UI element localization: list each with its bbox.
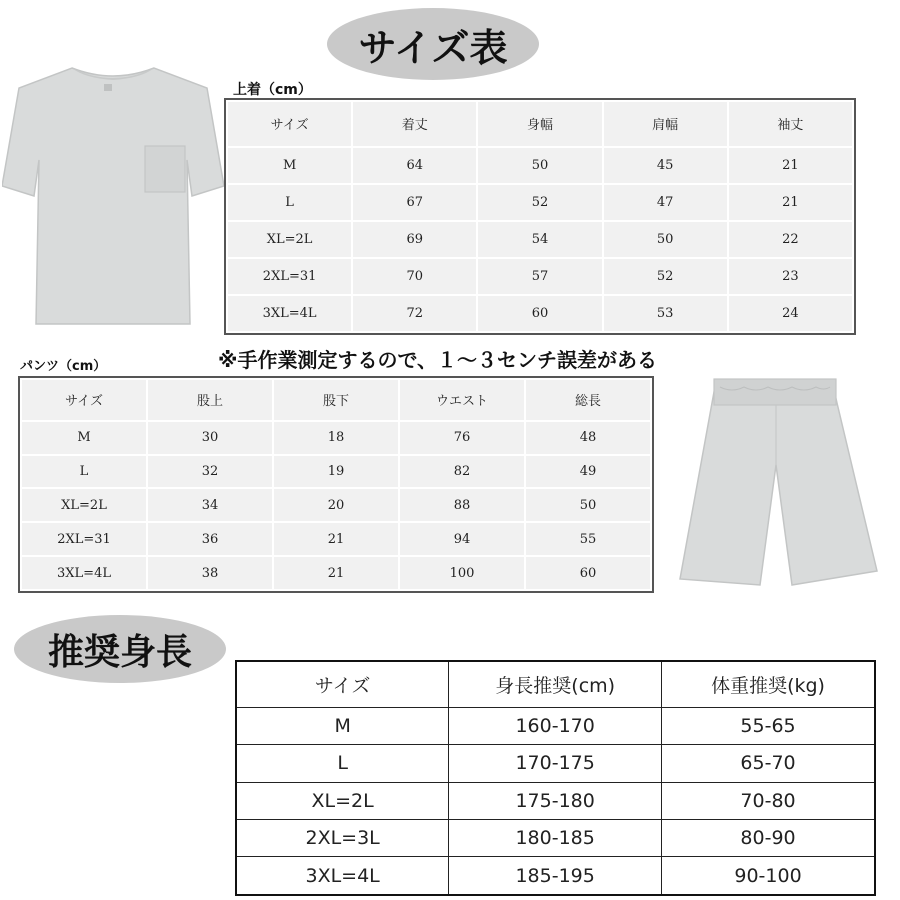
table-cell: 52: [477, 184, 602, 221]
header-cell: サイズ: [21, 379, 147, 421]
table-cell: 20: [273, 488, 399, 522]
table-row: [227, 221, 853, 258]
table-cell: 48: [525, 421, 651, 455]
table-cell: 67: [352, 184, 477, 221]
table-cell: 3XL=4L: [21, 556, 147, 590]
table-cell: 94: [399, 522, 525, 556]
table-row: [21, 455, 651, 489]
header-cell: ウエスト: [399, 379, 525, 421]
recommend-title: [14, 615, 226, 683]
table-cell: 47: [603, 184, 728, 221]
header-cell: 股下: [273, 379, 399, 421]
table-cell: 69: [352, 221, 477, 258]
table-cell: 70-80: [662, 782, 875, 819]
table-cell: 50: [525, 488, 651, 522]
table-cell: 57: [477, 258, 602, 295]
header-cell: サイズ: [236, 661, 449, 707]
page-title: [327, 8, 539, 80]
table-row: [236, 707, 875, 744]
table-cell: 2XL=31: [227, 258, 352, 295]
table-cell: 175-180: [449, 782, 662, 819]
table-cell: 72: [352, 295, 477, 332]
table-cell: 45: [603, 147, 728, 184]
table-row: [227, 295, 853, 332]
table-cell: 50: [603, 221, 728, 258]
table-cell: 160-170: [449, 707, 662, 744]
top-caption: 上着（cm）: [233, 82, 312, 98]
table-cell: 180-185: [449, 819, 662, 856]
table-cell: 36: [147, 522, 273, 556]
table-cell: 88: [399, 488, 525, 522]
recommend-title-text: 推奨身長: [47, 631, 192, 673]
table-row: [236, 782, 875, 819]
table-cell: 185-195: [449, 857, 662, 895]
table-cell: 76: [399, 421, 525, 455]
header-cell: サイズ: [227, 101, 352, 147]
table-cell: 64: [352, 147, 477, 184]
table-cell: 2XL=31: [21, 522, 147, 556]
table-cell: 38: [147, 556, 273, 590]
table-cell: 55-65: [662, 707, 875, 744]
table-cell: 80-90: [662, 819, 875, 856]
pants-size-table: [20, 378, 652, 591]
table-row: [227, 258, 853, 295]
table-cell: 21: [728, 147, 853, 184]
table-cell: 82: [399, 455, 525, 489]
table-cell: M: [227, 147, 352, 184]
table-cell: 54: [477, 221, 602, 258]
t-shirt-image: [2, 58, 224, 326]
table-cell: 170-175: [449, 745, 662, 782]
table-row: [227, 184, 853, 221]
header-cell: 身幅: [477, 101, 602, 147]
table-row: [21, 488, 651, 522]
table-row: [21, 421, 651, 455]
table-cell: XL=2L: [227, 221, 352, 258]
header-cell: 股上: [147, 379, 273, 421]
table-cell: XL=2L: [21, 488, 147, 522]
table-cell: 50: [477, 147, 602, 184]
table-cell: 49: [525, 455, 651, 489]
table-cell: L: [227, 184, 352, 221]
pants-caption: パンツ（cm）: [20, 359, 107, 374]
table-row: [236, 857, 875, 895]
table-cell: 19: [273, 455, 399, 489]
table-cell: M: [236, 707, 449, 744]
header-cell: 着丈: [352, 101, 477, 147]
table-row: [21, 522, 651, 556]
table-header-row: [236, 661, 875, 707]
table-cell: 60: [525, 556, 651, 590]
table-row: [236, 819, 875, 856]
table-header-row: [21, 379, 651, 421]
table-cell: 65-70: [662, 745, 875, 782]
table-header-row: [227, 101, 853, 147]
table-cell: 22: [728, 221, 853, 258]
measurement-note: ※手作業測定するので、１～３センチ誤差がある: [218, 348, 658, 372]
table-cell: 21: [273, 556, 399, 590]
table-cell: 23: [728, 258, 853, 295]
shorts-image: [672, 373, 878, 589]
table-cell: L: [21, 455, 147, 489]
table-cell: 55: [525, 522, 651, 556]
table-cell: M: [21, 421, 147, 455]
table-cell: 21: [273, 522, 399, 556]
page-title-text: サイズ表: [358, 25, 508, 70]
table-cell: XL=2L: [236, 782, 449, 819]
recommend-table: [235, 660, 876, 896]
table-row: [236, 745, 875, 782]
header-cell: 身長推奨(cm): [449, 661, 662, 707]
table-cell: 3XL=4L: [227, 295, 352, 332]
table-cell: 24: [728, 295, 853, 332]
header-cell: 体重推奨(kg): [662, 661, 875, 707]
table-row: [227, 147, 853, 184]
table-cell: 90-100: [662, 857, 875, 895]
table-cell: 30: [147, 421, 273, 455]
table-cell: 60: [477, 295, 602, 332]
table-cell: 34: [147, 488, 273, 522]
table-cell: 21: [728, 184, 853, 221]
table-cell: 18: [273, 421, 399, 455]
table-cell: 100: [399, 556, 525, 590]
table-cell: 53: [603, 295, 728, 332]
table-cell: 32: [147, 455, 273, 489]
header-cell: 総長: [525, 379, 651, 421]
table-row: [21, 556, 651, 590]
header-cell: 袖丈: [728, 101, 853, 147]
table-cell: 2XL=3L: [236, 819, 449, 856]
header-cell: 肩幅: [603, 101, 728, 147]
top-size-table: [226, 100, 854, 333]
table-cell: 70: [352, 258, 477, 295]
table-cell: 3XL=4L: [236, 857, 449, 895]
table-cell: L: [236, 745, 449, 782]
table-cell: 52: [603, 258, 728, 295]
